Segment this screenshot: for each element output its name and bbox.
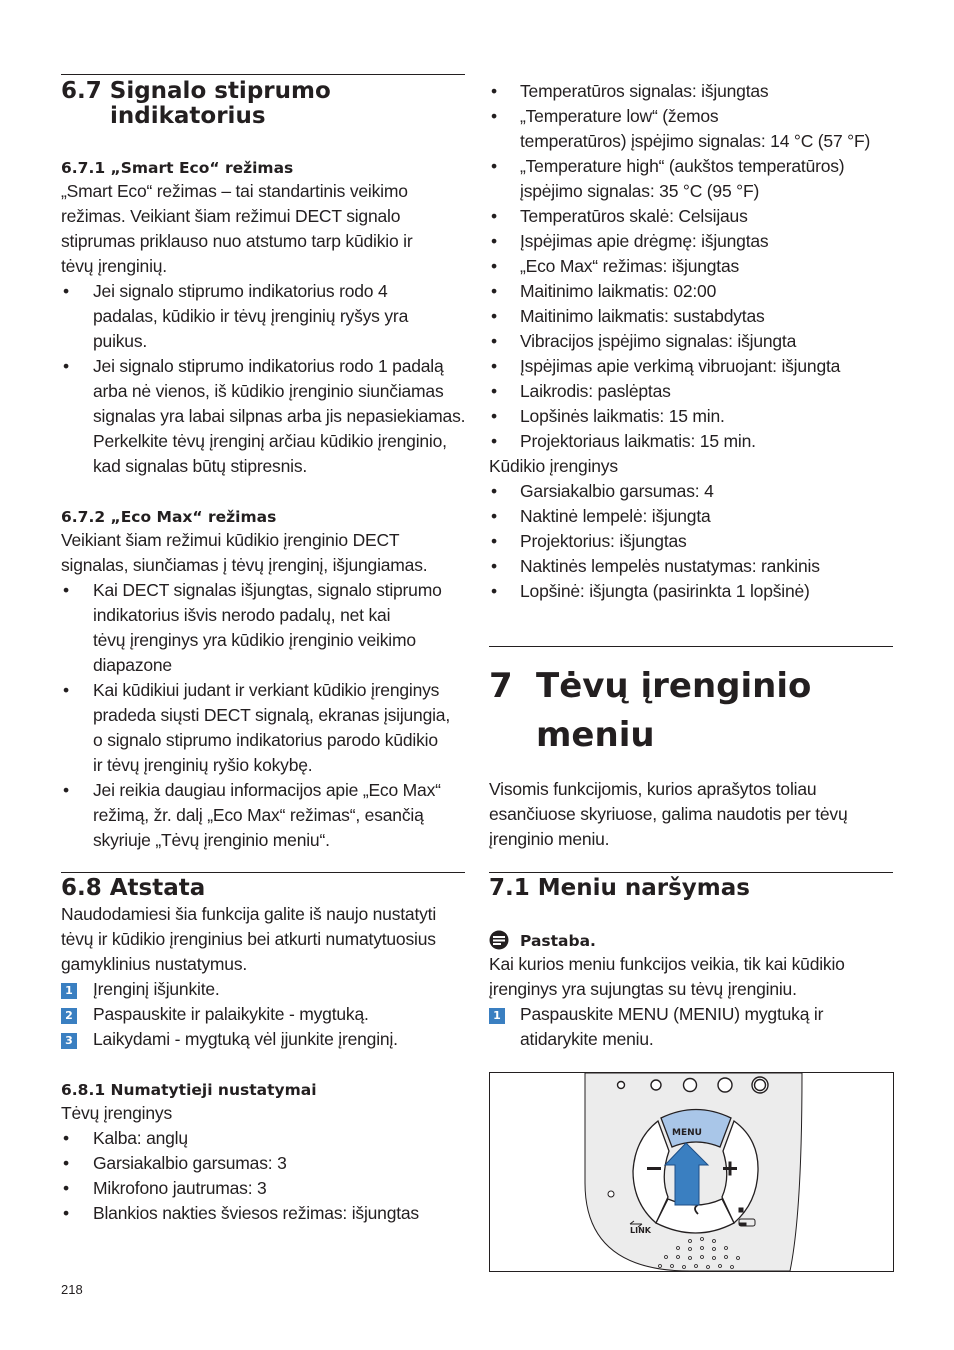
bullet-text: Laikrodis: paslėptas	[520, 381, 671, 401]
bullet-marker: •	[491, 156, 498, 176]
bullet-marker: •	[491, 281, 498, 301]
bullet-marker: •	[63, 1128, 70, 1148]
bullet-text: Kai kūdikiui judant ir verkiant kūdikio įrenginys	[93, 680, 440, 700]
bullet-text: o signalo stiprumo indikatorius parodo kūdikio	[93, 730, 438, 750]
bullet-text: pradeda siųsti DECT signalą, ekranas įsijungia,	[93, 705, 450, 725]
bullet-text: skyriuje „Tėvų įrenginio meniu“.	[93, 830, 330, 850]
bullet-text: Vibracijos įspėjimo signalas: išjungta	[520, 331, 797, 351]
bullet-text: ir tėvų įrenginių ryšio kokybę.	[93, 755, 313, 775]
paragraph-line: Veikiant šiam režimui kūdikio įrenginio DECT	[61, 530, 400, 550]
section-7-1-title: 7.1 Meniu naršymas	[489, 875, 750, 901]
bullet-marker: •	[491, 531, 498, 551]
bullet-text: tėvų įrenginys yra kūdikio įrenginio veikimo	[93, 630, 416, 650]
bullet-text: Įspėjimas apie verkimą vibruojant: išjungta	[520, 356, 841, 376]
paragraph-line: Naudodamiesi šia funkcija galite iš naujo nustatyti	[61, 904, 437, 924]
bullet-text: signalas yra labai silpnas arba jis nepasiekiamas.	[93, 406, 466, 426]
step-text: Paspauskite ir palaikykite - mygtuką.	[93, 1004, 369, 1024]
step-text: Laikydami - mygtuką vėl įjunkite įrenginį.	[93, 1029, 398, 1049]
subheading: Tėvų įrenginys	[61, 1103, 173, 1123]
bullet-marker: •	[491, 381, 498, 401]
step-number-badge: 1	[489, 1008, 505, 1024]
bullet-marker: •	[63, 680, 70, 700]
paragraph-line: „Smart Eco“ režimas – tai standartinis veikimo	[61, 181, 408, 201]
bullet-marker: •	[63, 356, 70, 376]
paragraph-line: tėvų ir kūdikio įrenginius bei atkurti numatytuosius	[61, 929, 436, 949]
note-icon	[489, 930, 509, 950]
bullet-text: Lopšinės laikmatis: 15 min.	[520, 406, 725, 426]
bullet-marker: •	[63, 281, 70, 301]
bullet-text: Temperatūros skalė: Celsijaus	[520, 206, 748, 226]
bullet-text: Garsiakalbio garsumas: 3	[93, 1153, 287, 1173]
section-rule	[489, 872, 893, 873]
bullet-marker: •	[63, 1153, 70, 1173]
bullet-text: Kai DECT signalas išjungtas, signalo stiprumo	[93, 580, 442, 600]
bullet-text: puikus.	[93, 331, 148, 351]
chapter-7-number: 7	[489, 666, 513, 706]
bullet-text: Jei signalo stiprumo indikatorius rodo 4	[93, 281, 388, 301]
bullet-text: Mikrofono jautrumas: 3	[93, 1178, 267, 1198]
bullet-text: Temperatūros signalas: išjungtas	[520, 81, 769, 101]
bullet-marker: •	[491, 81, 498, 101]
bullet-text: „Temperature low“ (žemos	[520, 106, 719, 126]
section-6-7-1-title: 6.7.1 „Smart Eco“ režimas	[61, 159, 294, 177]
paragraph-line: signalas, siunčiamas į tėvų įrenginį, išjungiamas.	[61, 555, 428, 575]
menu-label: MENU	[672, 1128, 702, 1138]
paragraph-line: gamyklinius nustatymus.	[61, 954, 248, 974]
parent-unit-illustration	[489, 1072, 894, 1272]
note-text: Kai kurios meniu funkcijos veikia, tik kai kūdikio	[489, 954, 845, 974]
section-rule	[61, 872, 465, 873]
bullet-text: temperatūros) įspėjimo signalas: 14 °C (57 °F)	[520, 131, 871, 151]
bullet-text: Jei reikia daugiau informacijos apie „Eco Max“	[93, 780, 441, 800]
bullet-marker: •	[491, 556, 498, 576]
bullet-marker: •	[63, 1203, 70, 1223]
bullet-marker: •	[491, 356, 498, 376]
bullet-marker: •	[491, 406, 498, 426]
bullet-marker: •	[491, 506, 498, 526]
step-number-badge: 3	[61, 1033, 77, 1049]
link-label: LINK	[630, 1226, 651, 1235]
bullet-text: indikatorius išvis nerodo padalų, net kai	[93, 605, 391, 625]
section-6-7-2-title: 6.7.2 „Eco Max“ režimas	[61, 508, 277, 526]
bullet-text: Maitinimo laikmatis: 02:00	[520, 281, 717, 301]
step-text: Paspauskite MENU (MENIU) mygtuką ir	[520, 1004, 824, 1024]
chapter-rule	[489, 646, 893, 647]
bullet-text: arba nė vienos, iš kūdikio įrenginio siunčiamas	[93, 381, 444, 401]
bullet-text: režimą, žr. dalį „Eco Max“ režimas“, esančią	[93, 805, 424, 825]
paragraph-line: esančiuose skyriuose, galima naudotis per tėvų	[489, 804, 848, 824]
step-number-badge: 2	[61, 1008, 77, 1024]
step-number-badge: 1	[61, 983, 77, 999]
bullet-marker: •	[491, 256, 498, 276]
bullet-marker: •	[63, 780, 70, 800]
bullet-text: Lopšinė: išjungta (pasirinkta 1 lopšinė)	[520, 581, 810, 601]
paragraph-line: stiprumas priklauso nuo atstumo tarp kūdikio ir	[61, 231, 413, 251]
bullet-text: Garsiakalbio garsumas: 4	[520, 481, 714, 501]
note-text: įrenginys yra sujungtas su tėvų įrenginiu.	[489, 979, 797, 999]
note-label: Pastaba.	[520, 932, 596, 950]
bullet-text: diapazone	[93, 655, 172, 675]
page-number: 218	[61, 1282, 83, 1297]
bullet-marker: •	[63, 1178, 70, 1198]
bullet-marker: •	[491, 331, 498, 351]
bullet-text: „Eco Max“ režimas: išjungtas	[520, 256, 740, 276]
bullet-text: Blankios nakties šviesos režimas: išjungtas	[93, 1203, 419, 1223]
section-6-7-title: 6.7 Signalo stiprumo indikatorius	[61, 78, 331, 129]
bullet-text: įspėjimo signalas: 35 °C (95 °F)	[520, 181, 760, 201]
bullet-marker: •	[63, 580, 70, 600]
step-text: Įrenginį išjunkite.	[93, 979, 220, 999]
bullet-marker: •	[491, 206, 498, 226]
paragraph-line: įrenginio meniu.	[489, 829, 610, 849]
bullet-text: Maitinimo laikmatis: sustabdytas	[520, 306, 765, 326]
bullet-text: Naktinės lempelės nustatymas: rankinis	[520, 556, 820, 576]
section-6-8-1-title: 6.8.1 Numatytieji nustatymai	[61, 1081, 317, 1099]
paragraph-line: režimas. Veikiant šiam režimui DECT signalo	[61, 206, 401, 226]
bullet-text: kad signalas būtų stipresnis.	[93, 456, 308, 476]
bullet-text: Naktinė lempelė: išjungta	[520, 506, 711, 526]
bullet-text: padalas, kūdikio ir tėvų įrenginių ryšys yra	[93, 306, 409, 326]
bullet-marker: •	[491, 106, 498, 126]
bullet-marker: •	[491, 481, 498, 501]
subheading: Kūdikio įrenginys	[489, 456, 618, 476]
bullet-marker: •	[491, 431, 498, 451]
paragraph-line: tėvų įrenginių.	[61, 256, 167, 276]
bullet-marker: •	[491, 231, 498, 251]
bullet-text: Projektoriaus laikmatis: 15 min.	[520, 431, 756, 451]
bullet-text: Kalba: anglų	[93, 1128, 188, 1148]
bullet-text: „Temperature high“ (aukštos temperatūros)	[520, 156, 845, 176]
bullet-text: Perkelkite tėvų įrenginį arčiau kūdikio įrenginio,	[93, 431, 447, 451]
bullet-text: Projektorius: išjungtas	[520, 531, 687, 551]
step-text: atidarykite meniu.	[520, 1029, 654, 1049]
bullet-text: Jei signalo stiprumo indikatorius rodo 1 padalą	[93, 356, 444, 376]
section-6-8-title: 6.8 Atstata	[61, 875, 206, 901]
bullet-text: Įspėjimas apie drėgmę: išjungtas	[520, 231, 769, 251]
chapter-7-title: Tėvų įrenginio meniu	[536, 666, 812, 755]
bullet-marker: •	[491, 306, 498, 326]
bullet-marker: •	[491, 581, 498, 601]
section-rule	[61, 74, 465, 75]
paragraph-line: Visomis funkcijomis, kurios aprašytos toliau	[489, 779, 817, 799]
